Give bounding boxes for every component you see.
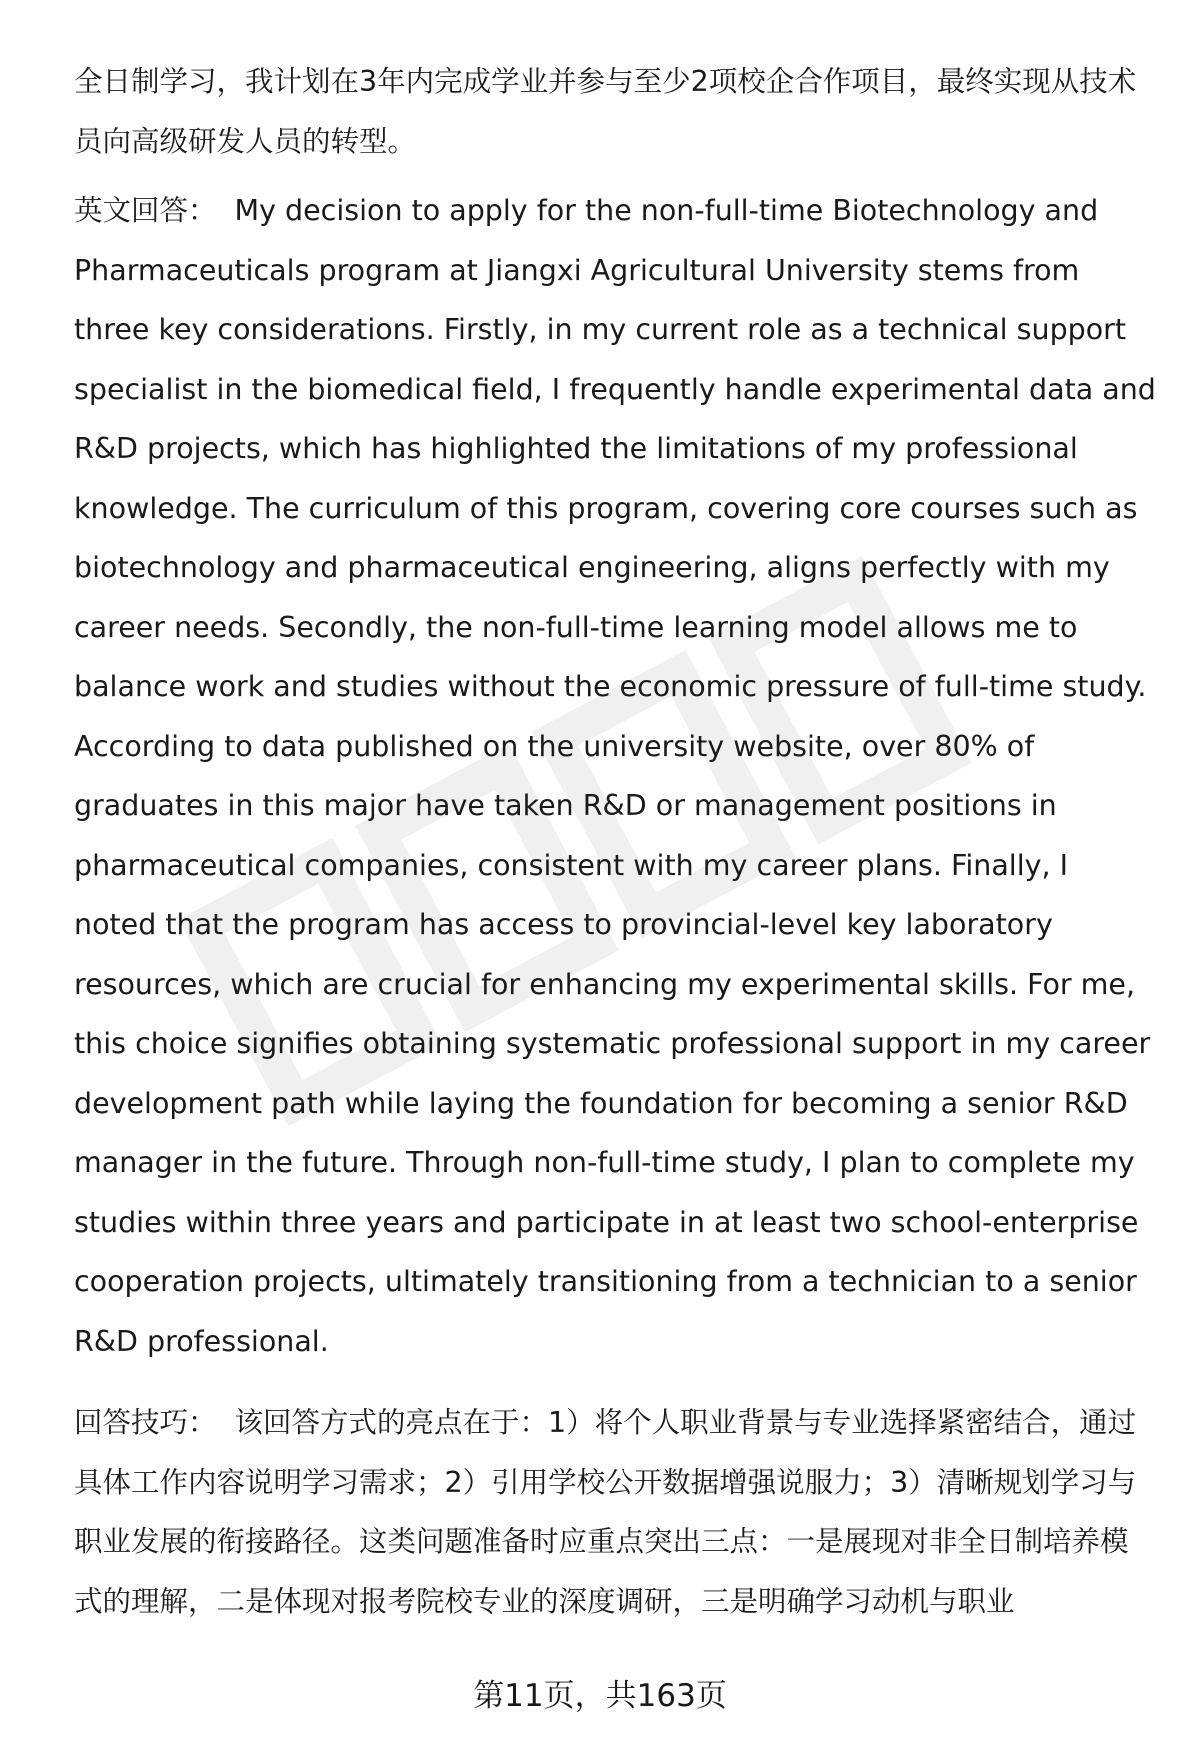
intro-continuation-paragraph: 全日制学习，我计划在3年内完成学业并参与至少2项校企合作项目，最终实现从技术员向高级研发人员的转型。 bbox=[74, 65, 1137, 158]
page-indicator: 第11页，共163页 bbox=[473, 1678, 727, 1714]
answer-tips-label: 回答技巧： bbox=[74, 1406, 217, 1439]
document-page bbox=[74, 52, 1156, 1631]
english-answer-text: My decision to apply for the non-full-time Biotechnology and Pharmaceuticals program at Jiangxi Agricultural University stems from three key considerations. Firstly, in my current role as a technical support specialist in the biomedical field, I frequently handle experimental data and R&D projects, which has highlighted the limitations of my professional knowledge. The curriculum of this program, covering core courses such as biotechnology and pharmaceutical engineering, aligns perfectly with my career needs. Secondly, the non-full-time learning model allows me to balance work and studies without the economic pressure of full-time study. According to data published on the university website, over 80% of graduates in this major have taken R&D or management positions in pharmaceutical companies, consistent with my career plans. Finally, I noted that the program has access to provincial-level key laboratory resources, which are crucial for enhancing my experimental skills. For me, this choice signifies obtaining systematic professional support in my career development path while laying the foundation for becoming a senior R&D manager in the future. Through non-full-time study, I plan to complete my studies within three years and participate in at least two school-enterprise cooperation projects, ultimately transitioning from a technician to a senior R&D professional. bbox=[74, 194, 1156, 1358]
answer-tips-text: 该回答方式的亮点在于：1）将个人职业背景与专业选择紧密结合，通过具体工作内容说明学习需求；2）引用学校公开数据增强说服力；3）清晰规划学习与职业发展的衔接路径。这类问题准备时应重点突出三点：一是展现对非全日制培养模式的理解，二是体现对报考院校专业的深度调研，三是明确学习动机与职业 bbox=[74, 1406, 1137, 1618]
english-answer-label: 英文回答： bbox=[74, 194, 217, 227]
answer-tips-paragraph bbox=[74, 1393, 1156, 1631]
english-answer-paragraph bbox=[74, 181, 1156, 1371]
